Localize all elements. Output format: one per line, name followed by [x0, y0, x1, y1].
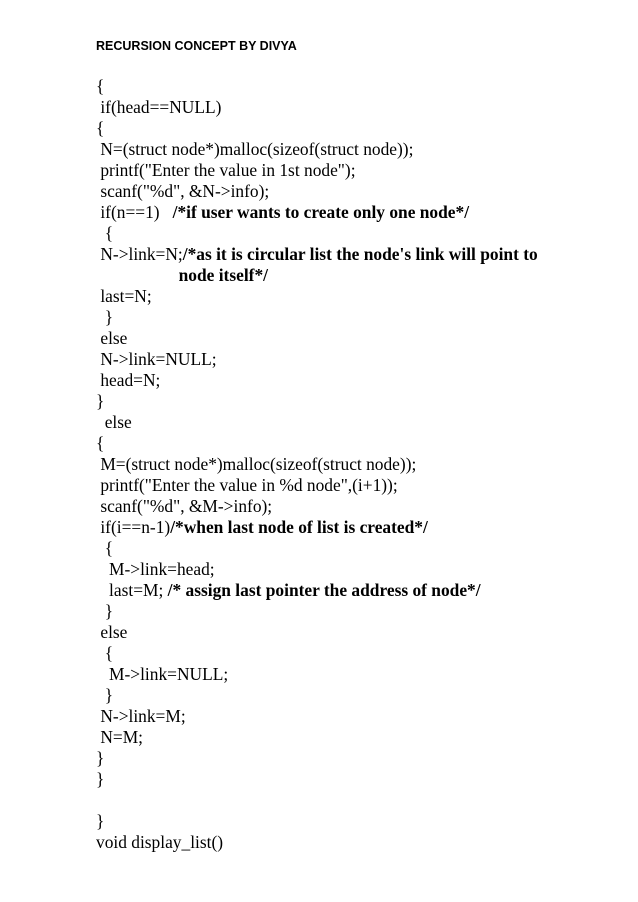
code-comment: /* assign last pointer the address of node*/: [167, 580, 481, 600]
code-line: [96, 643, 113, 664]
code-text: scanf("%d", &N->info);: [96, 181, 270, 201]
code-line: [96, 223, 113, 244]
code-line: [96, 118, 104, 139]
code-line: [96, 559, 215, 580]
code-line: [96, 475, 398, 496]
code-comment: /*when last node of list is created*/: [170, 517, 428, 537]
code-text: {: [96, 118, 105, 138]
code-text: else: [96, 328, 128, 348]
code-text: head=N;: [96, 370, 161, 390]
code-comment: /*as it is circular list the node's link will point to: [182, 244, 538, 264]
code-line: [96, 202, 469, 223]
code-line: [96, 412, 132, 433]
code-text: {: [96, 433, 105, 453]
code-text: }: [96, 769, 105, 789]
code-text: last=M;: [96, 580, 168, 600]
code-line: [96, 496, 272, 517]
code-text: if(i==n-1): [96, 517, 171, 537]
code-text: if(head==NULL): [96, 97, 222, 117]
code-line: [96, 706, 186, 727]
code-text: }: [96, 811, 105, 831]
code-text: printf("Enter the value in 1st node");: [96, 160, 356, 180]
code-line: [96, 286, 152, 307]
code-text: {: [96, 223, 114, 243]
code-text: }: [96, 748, 105, 768]
code-text: }: [96, 685, 114, 705]
code-line: [96, 769, 104, 790]
code-text: else: [96, 622, 128, 642]
code-line: [96, 664, 228, 685]
code-text: N=M;: [96, 727, 144, 747]
code-text: void display_list(): [96, 832, 224, 852]
code-comment: node itself*/: [178, 265, 268, 285]
code-text: }: [96, 307, 114, 327]
code-text: last=N;: [96, 286, 152, 306]
code-line: [96, 832, 223, 853]
code-text: M->link=NULL;: [96, 664, 229, 684]
code-line: [96, 685, 113, 706]
code-line: [96, 307, 113, 328]
code-text: N=(struct node*)malloc(sizeof(struct node));: [96, 139, 414, 159]
code-text: {: [96, 643, 114, 663]
code-text: }: [96, 391, 105, 411]
code-line: [96, 349, 217, 370]
code-text: [96, 265, 179, 285]
code-line: [96, 76, 104, 97]
code-text: {: [96, 538, 114, 558]
code-line: [96, 181, 269, 202]
code-line: [96, 727, 143, 748]
code-line: [96, 538, 113, 559]
code-line: [96, 601, 113, 622]
code-line: [96, 454, 416, 475]
code-line: [96, 160, 356, 181]
code-text: else: [96, 412, 132, 432]
code-text: N->link=NULL;: [96, 349, 217, 369]
code-text: printf("Enter the value in %d node",(i+1));: [96, 475, 398, 495]
code-line: [96, 622, 127, 643]
code-line: [96, 244, 538, 265]
code-text: N->link=M;: [96, 706, 186, 726]
code-text: {: [96, 76, 105, 96]
code-line: [96, 811, 104, 832]
code-line: [96, 370, 160, 391]
code-text: if(n==1): [96, 202, 173, 222]
page-header: RECURSION CONCEPT BY DIVYA: [96, 39, 297, 53]
code-line: [96, 97, 221, 118]
code-text: }: [96, 601, 114, 621]
code-line: [96, 265, 268, 286]
code-line: [96, 580, 481, 601]
code-line: [96, 748, 104, 769]
code-text: scanf("%d", &M->info);: [96, 496, 273, 516]
code-line: [96, 328, 127, 349]
code-line: [96, 517, 428, 538]
code-line: [96, 391, 104, 412]
code-comment: /*if user wants to create only one node*/: [172, 202, 470, 222]
code-text: M->link=head;: [96, 559, 215, 579]
code-line: [96, 139, 413, 160]
code-text: N->link=N;: [96, 244, 183, 264]
code-text: M=(struct node*)malloc(sizeof(struct node));: [96, 454, 417, 474]
code-line: [96, 433, 104, 454]
